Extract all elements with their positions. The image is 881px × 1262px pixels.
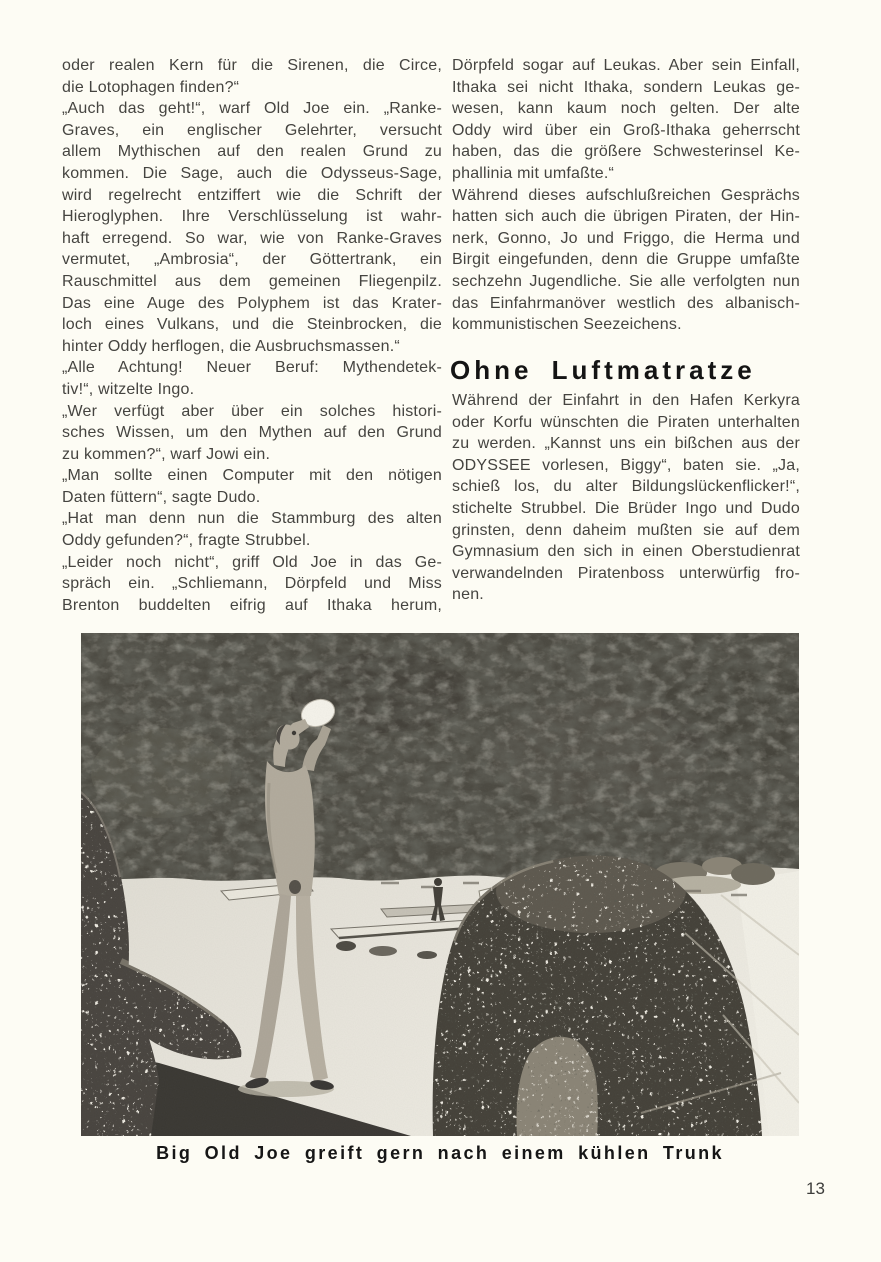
body-text-right-column-bottom [452,390,800,606]
text-line: sechzehn Jugendliche. Sie alle verfolgten nun [452,272,800,290]
text-line: haft erregend. So war, wie von Ranke-Graves [62,229,442,247]
text-line: nerk, Gonno, Jo und Friggo, die Herma und [452,229,800,247]
film-grain-overlay [81,633,799,1136]
text-line: grinsten, denn daheim mußten sie auf dem [452,521,800,539]
text-line: allem Mythischen auf den realen Grund zu [62,143,442,161]
text-line: tiv!“, witzelte Ingo. [62,380,195,398]
text-line: Daten füttern“, sagte Dudo. [62,488,261,506]
text-line: oder realen Kern für die Sirenen, die Circe, [62,57,442,74]
text-line: Birgit eingefunden, denn die Gruppe umfaßte [452,251,800,269]
text-line: „Man sollte einen Computer mit den nötigen [62,467,442,485]
page-number: 13 [806,1179,825,1198]
text-line: Das eine Auge des Polyphem ist das Krater- [62,294,442,312]
body-text-right-column-top [452,55,800,336]
text-line: schieß los, du alter Bildungslückenflicker!“, [452,478,800,496]
text-line: „Hat man denn nun die Stammburg des alten [62,510,442,528]
text-line: verwandelnden Piratenboss unterwürfig fro- [452,564,800,582]
text-line: vermutet, „Ambrosia“, der Göttertrank, ein [62,251,442,269]
text-line: nen. [452,586,484,604]
text-line: haben, das die größere Schwesterinsel Ke- [452,143,800,161]
text-line: oder Korfu wünschten die Piraten unterhalten [452,413,800,431]
beach-photo-illustration [81,633,799,1136]
text-line: Rauschmittel aus dem gemeinen Fliegenpilz. [62,272,442,290]
beach-photo [81,633,799,1136]
text-line: „Alle Achtung! Neuer Beruf: Mythendetek- [62,359,442,377]
text-line: ODYSSEE vorlesen, Biggy“, baten sie. „Ja, [452,456,800,474]
text-line: loch eines Vulkans, und die Steinbrocken, die [62,316,442,334]
body-text-left-column [62,55,442,616]
text-line: kommen. Die Sage, auch die Odysseus-Sage, [62,164,442,182]
text-line: sches Wissen, um den Mythen auf den Grund [62,424,442,442]
text-line: Hieroglyphen. Ihre Verschlüsselung ist wahr- [62,208,442,226]
text-line: Brenton buddelten eifrig auf Ithaka herum, [62,596,442,614]
text-line: das Einfahrmanöver westlich des albanisch- [452,294,800,312]
text-line: Während der Einfahrt in den Hafen Kerkyra [452,392,800,409]
text-line: spräch ein. „Schliemann, Dörpfeld und Miss [62,575,442,593]
text-line: wesen, kann kaum noch gelten. Der alte [452,100,800,118]
text-line: „Leider noch nicht“, griff Old Joe in das Ge- [62,553,442,571]
photo-caption: Big Old Joe greift gern nach einem kühlen Trunk [156,1143,724,1163]
text-line: zu kommen?“, warf Jowi ein. [62,445,271,463]
text-line: Oddy wird über ein Groß-Ithaka geherrscht [452,121,800,139]
text-line: Graves, ein englischer Gelehrter, versucht [62,121,442,139]
text-line: Oddy gefunden?“, fragte Strubbel. [62,532,311,550]
text-line: phallinia mit umfaßte.“ [452,164,614,182]
text-line: „Wer verfügt aber über ein solches histori- [62,402,442,420]
text-line: zu werden. „Kannst uns ein bißchen aus der [452,435,800,453]
text-line: hinter Oddy herflogen, die Ausbruchsmassen.“ [62,337,400,355]
section-heading: Ohne Luftmatratze [450,355,756,385]
text-line: hatten sich auch die übrigen Piraten, der Hin- [452,208,800,226]
text-line: Dörpfeld sogar auf Leukas. Aber sein Einfall, [452,57,800,74]
text-line: „Auch das geht!“, warf Old Joe ein. „Ranke- [62,100,442,118]
text-line: Während dieses aufschlußreichen Gesprächs [452,186,800,204]
text-line: kommunistischen Seezeichens. [452,316,682,334]
text-line: Gymnasium den sich in einen Oberstudienrat [452,543,800,561]
text-line: stichelte Strubbel. Die Brüder Ingo und Dudo [452,499,800,517]
text-line: wird regelrecht entziffert wie die Schrift der [62,186,442,204]
text-line: Ithaka sei nicht Ithaka, sondern Leukas ge- [452,78,800,96]
text-line: die Lotophagen finden?“ [62,78,240,96]
